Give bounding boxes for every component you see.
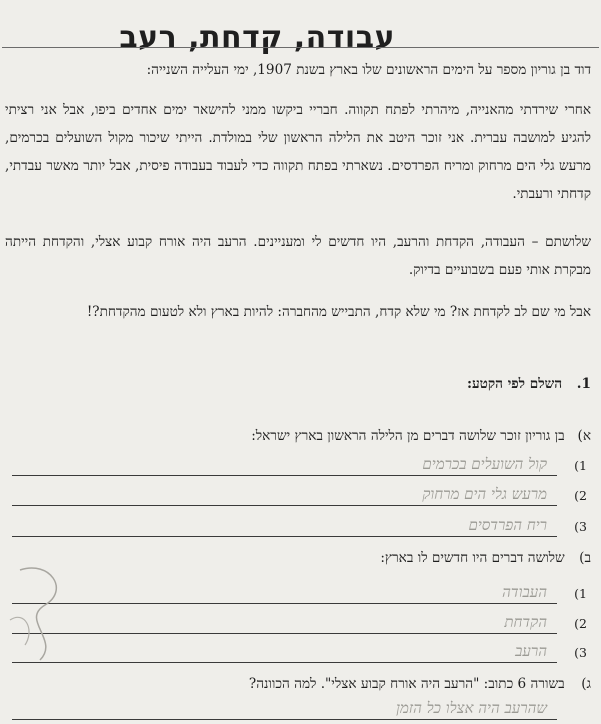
answer-underline — [12, 719, 557, 720]
exercise-heading — [467, 376, 591, 392]
answer-line[interactable] — [12, 486, 587, 506]
title-divider — [2, 47, 599, 48]
paragraph-3: אבל מי שם לב לקדחת אז? מי שלא קדח, התבייש מהחברה: להיות בארץ ולא לטעום מהקדחת?! — [86, 304, 591, 320]
answer-number: 2) — [574, 488, 587, 503]
paragraph-1: אחרי שירדתי מהאנייה, מיהרתי לפתח תקווה. חבריי ביקשו ממני להישאר ימים אחדים ביפו, אבל אני רציתי להגיע למושבה עברית. אני זוכר היטב את הלילה הראשון שלי במולדת. הייתי שיכור מקול השועלים בכרמים, מרעש גלי הים מרחוק ומריח הפרדסים. נשארתי בפתח תקווה כדי לעבוד בעבודה פיסית, אבל יותר מאשר עבדתי, קדחתי ורעבתי. — [5, 102, 591, 202]
answer-line[interactable] — [12, 643, 587, 663]
page-title: עבודה, קדחת, רעב — [119, 20, 395, 56]
subquestion-text: בשורה 6 כתוב: "הרעב היה אורח קבוע אצלי". למה הכוונה? — [248, 676, 565, 692]
subquestion-letter: ג) — [581, 676, 591, 692]
answer-number: 3) — [574, 645, 587, 660]
exercise-instruction: השלם לפי הקטע: — [466, 376, 563, 392]
handwritten-answer: שהרעב היה אצלו כל הזמן — [396, 699, 547, 717]
handwritten-answer: מרעש גלי הים מרחוק — [422, 485, 547, 503]
handwritten-answer: הקדחת — [504, 613, 547, 631]
answer-line[interactable] — [12, 614, 587, 634]
subquestion-text: בן גוריון זוכר שלושה דברים מן הלילה הראשון בארץ ישראל: — [251, 428, 565, 444]
margin-doodle — [0, 560, 90, 670]
answer-number: 2) — [574, 616, 587, 631]
handwritten-answer: העבודה — [502, 583, 547, 601]
answer-line[interactable] — [12, 700, 587, 720]
intro-text: דוד בן גוריון מספר על הימים הראשונים שלו בארץ בשנת 1907, ימי העלייה השנייה: — [146, 62, 591, 78]
paragraph-2: שלושתם – העבודה, הקדחת והרעב, היו חדשים לי ומעניינים. הרעב היה אורח קבוע אצלי, והקדחת הייתה מבקרת אותי פעם בשבועיים בדיוק. — [5, 234, 591, 278]
answer-number: 1) — [574, 458, 587, 473]
answer-line[interactable] — [12, 584, 587, 604]
answer-underline — [12, 505, 557, 506]
subquestion-c — [249, 676, 591, 692]
handwritten-answer: הרעב — [515, 642, 547, 660]
answer-line[interactable] — [12, 456, 587, 476]
answer-underline — [12, 603, 557, 604]
answer-underline — [12, 536, 557, 537]
subquestion-text: שלושה דברים היו חדשים לו בארץ: — [380, 550, 565, 566]
subquestion-letter: א) — [577, 428, 591, 444]
exercise-number: 1. — [576, 376, 591, 392]
answer-number: 1) — [574, 586, 587, 601]
answer-underline — [12, 475, 557, 476]
handwritten-answer: ריח הפרדסים — [468, 516, 547, 534]
answer-underline — [12, 662, 557, 663]
answer-underline — [12, 633, 557, 634]
subquestion-a — [251, 428, 591, 444]
subquestion-b — [380, 550, 591, 566]
subquestion-letter: ב) — [579, 550, 591, 566]
handwritten-answer: קול השועלים בכרמים — [422, 455, 547, 473]
answer-line[interactable] — [12, 517, 587, 537]
answer-number: 3) — [574, 519, 587, 534]
